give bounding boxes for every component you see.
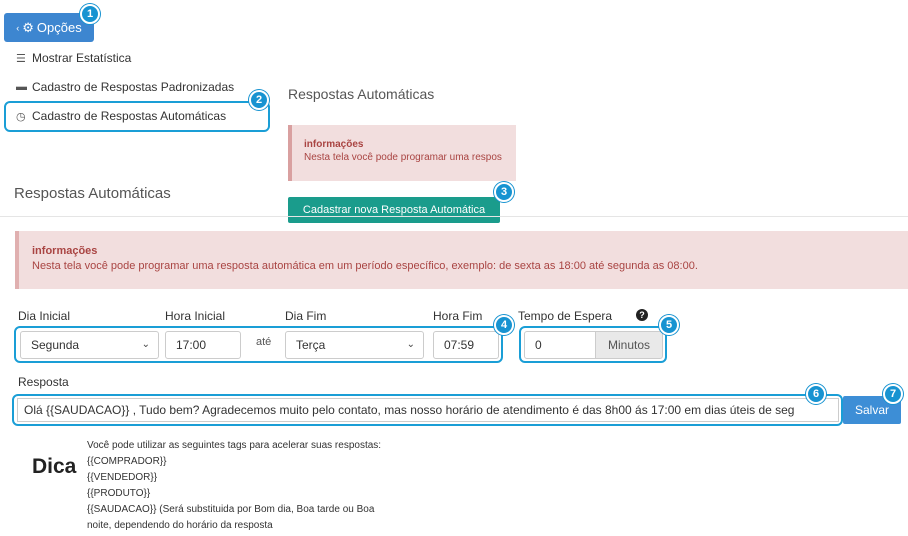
ate-label: até xyxy=(256,336,272,348)
dia-fim-value: Terça xyxy=(296,338,326,352)
hora-inicial-input[interactable] xyxy=(165,331,241,359)
alert-text: Nesta tela você pode programar uma resposta automática em um período específico, exemplo: de sexta as 18:00 até segunda as 08:00. xyxy=(32,260,698,272)
menu-item-statistics[interactable] xyxy=(16,51,131,65)
resposta-label: Resposta xyxy=(18,375,69,389)
resposta-value: Olá {{SAUDACAO}} , Tudo bem? Agradecemos muito pelo contato, mas nosso horário de atendimento é das 8h00 ás 17:00 em dias úteis de seg xyxy=(24,403,795,417)
tip-line: {{PRODUTO}} xyxy=(87,488,151,499)
clock-icon: ◷ xyxy=(16,110,26,123)
tip-line: Você pode utilizar as seguintes tags para acelerar suas respostas: xyxy=(87,440,382,451)
minutes-addon: Minutos xyxy=(595,331,663,359)
list-icon: ☰ xyxy=(16,52,26,65)
tempo-espera-value: 0 xyxy=(535,338,542,352)
page-title: Respostas Automáticas xyxy=(14,185,171,202)
hora-fim-label: Hora Fim xyxy=(433,309,483,323)
dia-inicial-value: Segunda xyxy=(31,338,80,352)
step-badge-3: 3 xyxy=(494,182,514,202)
tip-line: noite, dependendo do horário da resposta xyxy=(87,520,273,531)
save-button[interactable]: Salvar xyxy=(843,396,901,424)
alert-title: informações xyxy=(32,245,98,257)
hora-fim-value: 07:59 xyxy=(444,338,475,352)
hora-fim-input[interactable] xyxy=(433,331,499,359)
preview-alert-title: informações xyxy=(304,139,364,150)
menu-item-label: Cadastro de Respostas Automáticas xyxy=(32,109,227,123)
chevron-down-icon: ⌄ xyxy=(141,339,150,350)
menu-item-label: Mostrar Estatística xyxy=(32,51,132,65)
step-badge-5: 5 xyxy=(659,315,679,335)
step-badge-2: 2 xyxy=(249,90,269,110)
hora-inicial-value: 17:00 xyxy=(176,338,207,352)
options-button-label: Opções xyxy=(36,20,82,35)
tip-line: {{VENDEDOR}} xyxy=(87,472,158,483)
preview-title: Respostas Automáticas xyxy=(288,86,435,102)
dia-inicial-select[interactable] xyxy=(20,331,159,359)
step-badge-6: 6 xyxy=(806,384,826,404)
chevron-down-icon: ⌄ xyxy=(406,339,415,350)
hora-inicial-label: Hora Inicial xyxy=(165,309,226,323)
tempo-espera-label: Tempo de Espera xyxy=(518,309,613,323)
info-alert xyxy=(15,231,908,289)
tip-title: Dica xyxy=(32,455,77,478)
new-automatic-response-button[interactable]: Cadastrar nova Resposta Automática xyxy=(288,197,500,223)
preview-alert-text: Nesta tela você pode programar uma respos xyxy=(304,152,502,163)
step-badge-7: 7 xyxy=(883,384,903,404)
automatic-responses-preview xyxy=(282,76,516,233)
tip-text xyxy=(87,438,432,534)
tip-line: {{SAUDACAO}} (Será substituida por Bom dia, Boa tarde ou Boa xyxy=(87,504,375,515)
divider xyxy=(0,216,908,217)
step-badge-4: 4 xyxy=(494,315,514,335)
preview-alert xyxy=(288,125,516,181)
tip-line: {{COMPRADOR}} xyxy=(87,456,167,467)
resposta-input[interactable] xyxy=(17,398,839,422)
dia-fim-select[interactable] xyxy=(285,331,424,359)
menu-item-automatic-responses[interactable] xyxy=(16,109,226,123)
menu-item-standard-responses[interactable] xyxy=(16,80,234,94)
step-badge-1: 1 xyxy=(80,4,100,24)
tempo-espera-input[interactable] xyxy=(524,331,596,359)
dia-fim-label: Dia Fim xyxy=(285,309,327,323)
gear-icon: ⚙ xyxy=(22,19,34,35)
comment-icon: ▬ xyxy=(16,81,27,93)
chevron-left-icon: ‹ xyxy=(16,22,20,33)
dia-inicial-label: Dia Inicial xyxy=(18,309,71,323)
help-icon[interactable]: ? xyxy=(636,309,648,321)
menu-item-label: Cadastro de Respostas Padronizadas xyxy=(32,80,235,94)
